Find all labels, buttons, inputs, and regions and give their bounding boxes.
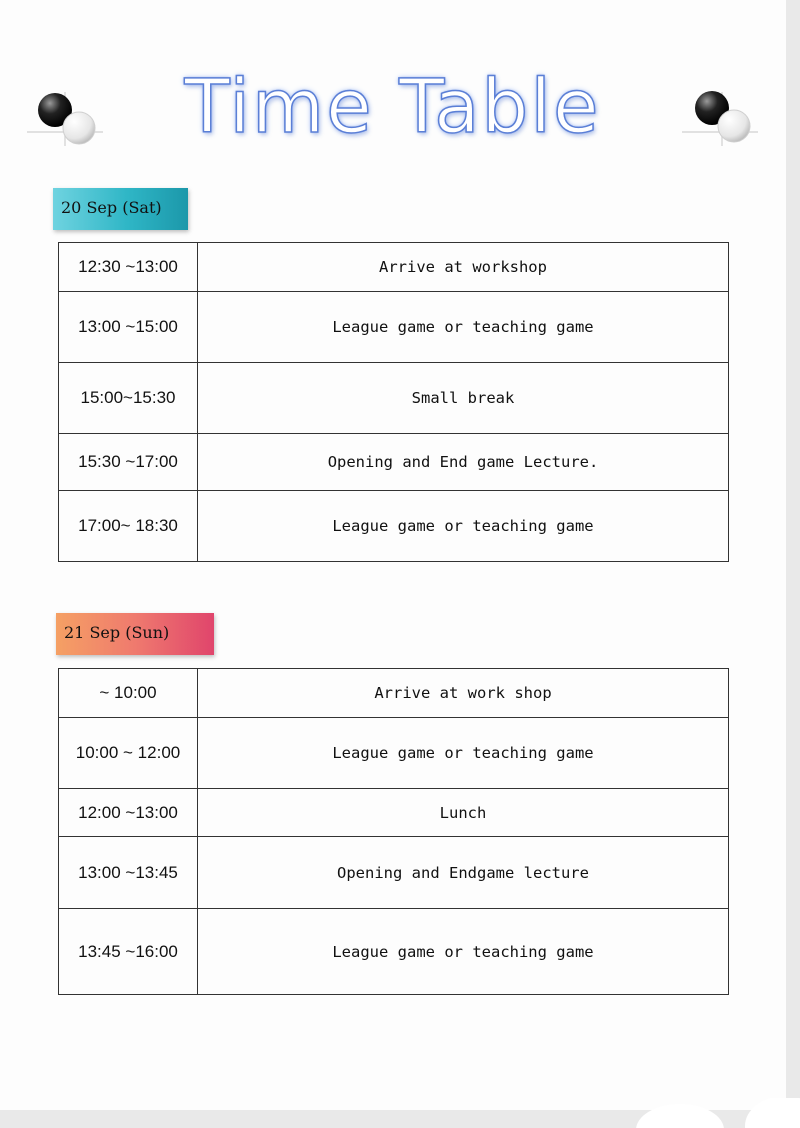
activity-cell: League game or teaching game: [198, 718, 729, 789]
time-cell: 12:30 ~13:00: [59, 243, 198, 292]
schedule-table-saturday: [58, 242, 729, 562]
table-row: [59, 434, 729, 491]
time-cell: 13:00 ~15:00: [59, 292, 198, 363]
day-label-saturday: 20 Sep (Sat): [53, 188, 188, 230]
day-label-sunday: 21 Sep (Sun): [56, 613, 214, 655]
table-row: [59, 669, 729, 718]
time-cell: 15:00~15:30: [59, 363, 198, 434]
time-cell: 13:45 ~16:00: [59, 909, 198, 995]
time-cell: 17:00~ 18:30: [59, 491, 198, 562]
activity-cell: Opening and End game Lecture.: [198, 434, 729, 491]
activity-cell: League game or teaching game: [198, 491, 729, 562]
time-cell: 12:00 ~13:00: [59, 789, 198, 837]
table-row: [59, 243, 729, 292]
activity-cell: League game or teaching game: [198, 292, 729, 363]
go-stones-icon: [680, 78, 760, 148]
table-row: [59, 837, 729, 909]
table-row: [59, 909, 729, 995]
activity-cell: Opening and Endgame lecture: [198, 837, 729, 909]
time-cell: 13:00 ~13:45: [59, 837, 198, 909]
table-row: [59, 789, 729, 837]
activity-cell: Lunch: [198, 789, 729, 837]
page-title: Time Table: [184, 64, 601, 150]
table-row: [59, 292, 729, 363]
schedule-table-sunday: [58, 668, 729, 995]
activity-cell: League game or teaching game: [198, 909, 729, 995]
time-cell: 15:30 ~17:00: [59, 434, 198, 491]
time-cell: 10:00 ~ 12:00: [59, 718, 198, 789]
time-cell: ~ 10:00: [59, 669, 198, 718]
table-row: [59, 363, 729, 434]
table-row: [59, 491, 729, 562]
page-corner-decoration: [630, 1098, 800, 1128]
activity-cell: Arrive at workshop: [198, 243, 729, 292]
title-banner: [25, 58, 760, 168]
activity-cell: Arrive at work shop: [198, 669, 729, 718]
table-row: [59, 718, 729, 789]
activity-cell: Small break: [198, 363, 729, 434]
